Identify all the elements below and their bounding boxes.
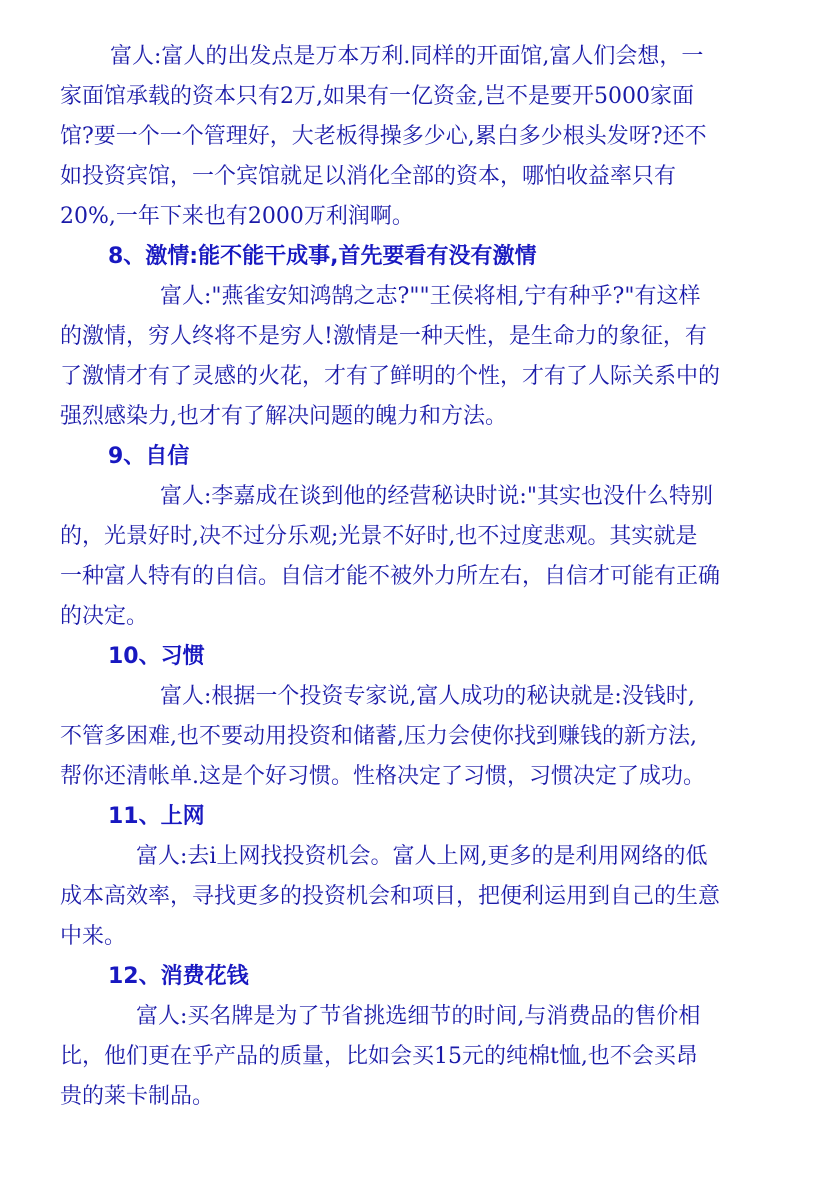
section-12 bbox=[60, 957, 800, 1117]
section-8 bbox=[60, 237, 800, 437]
text-line: 了激情才有了灵感的火花，才有了鲜明的个性，才有了人际关系中的 bbox=[60, 364, 721, 389]
text-line: 富人:去i上网找投资机会。富人上网,更多的是利用网络的低 bbox=[136, 844, 708, 869]
section-heading: 10、习惯 bbox=[108, 644, 205, 669]
text-line: 的，光景好时,决不过分乐观;光景不好时,也不过度悲观。其实就是 bbox=[60, 524, 698, 549]
text-line: 富人:买名牌是为了节省挑选细节的时间,与消费品的售价相 bbox=[136, 1004, 701, 1029]
text-line: 不管多困难,也不要动用投资和储蓄,压力会使你找到赚钱的新方法, bbox=[60, 724, 697, 749]
text-line: 馆?要一个一个管理好，大老板得操多少心,累白多少根头发呀?还不 bbox=[60, 124, 707, 149]
text-line: 帮你还清帐单.这是个好习惯。性格决定了习惯，习惯决定了成功。 bbox=[60, 764, 705, 789]
text-line: 中来。 bbox=[60, 924, 127, 949]
text-line: 富人:李嘉成在谈到他的经营秘诀时说:"其实也没什么特别 bbox=[160, 484, 713, 509]
text-line: 富人:根据一个投资专家说,富人成功的秘诀就是:没钱时, bbox=[160, 684, 695, 709]
text-line: 成本高效率，寻找更多的投资机会和项目，把便利运用到自己的生意 bbox=[60, 884, 721, 909]
text-line: 富人:"燕雀安知鸿鹄之志?""王侯将相,宁有种乎?"有这样 bbox=[160, 284, 701, 309]
text-line: 强烈感染力,也才有了解决问题的魄力和方法。 bbox=[60, 404, 507, 429]
section-heading: 12、消费花钱 bbox=[108, 964, 249, 989]
text-line: 一种富人特有的自信。自信才能不被外力所左右，自信才可能有正确 bbox=[60, 564, 721, 589]
text-line: 的决定。 bbox=[60, 604, 149, 629]
section-10 bbox=[60, 637, 800, 797]
text-line: 贵的莱卡制品。 bbox=[60, 1084, 215, 1109]
text-line: 如投资宾馆，一个宾馆就足以消化全部的资本，哪怕收益率只有 bbox=[60, 164, 677, 189]
section-9 bbox=[60, 437, 800, 637]
text-line: 富人:富人的出发点是万本万利.同样的开面馆,富人们会想，一 bbox=[110, 44, 704, 69]
document-page bbox=[60, 37, 800, 1117]
section-heading: 8、激情:能不能干成事,首先要看有没有激情 bbox=[108, 244, 537, 269]
text-line: 20%,一年下来也有2000万利润啊。 bbox=[60, 204, 414, 229]
section-11 bbox=[60, 797, 800, 957]
paragraph-intro bbox=[60, 37, 800, 237]
text-line: 家面馆承载的资本只有2万,如果有一亿资金,岂不是要开5000家面 bbox=[60, 84, 694, 109]
section-heading: 11、上网 bbox=[108, 804, 205, 829]
section-heading: 9、自信 bbox=[108, 444, 190, 469]
text-line: 的激情，穷人终将不是穷人!激情是一种天性，是生命力的象征，有 bbox=[60, 324, 707, 349]
text-line: 比，他们更在乎产品的质量，比如会买15元的纯棉t恤,也不会买昂 bbox=[60, 1044, 698, 1069]
